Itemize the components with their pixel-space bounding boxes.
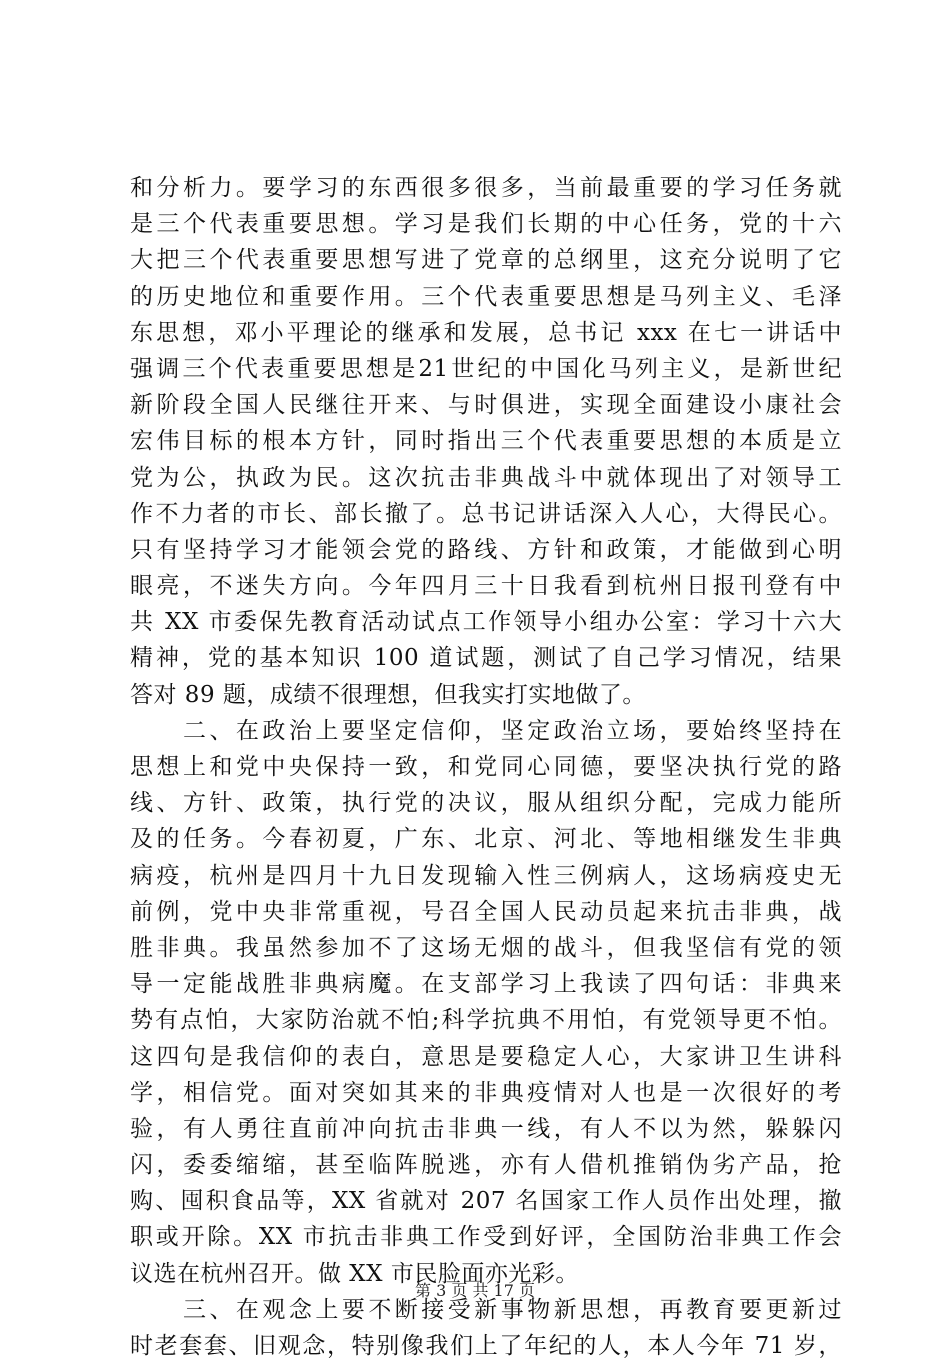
- text-line: 作不力者的市长、部长撤了。总书记讲话深入人心，大得民心。: [130, 500, 842, 527]
- text-line: 导一定能战胜非典病魔。在支部学习上我读了四句话：非典来: [130, 971, 842, 998]
- text-line: 购、囤积食品等，XX 省就对 207 名国家工作人员作出处理，撤: [130, 1188, 842, 1215]
- text-line: 是三个代表重要思想。学习是我们长期的中心任务，党的十六: [130, 211, 842, 238]
- text-line: 东思想，邓小平理论的继承和发展，总书记 xxx 在七一讲话中: [130, 319, 842, 346]
- text-line: 时老套套、旧观念，特别像我们上了年纪的人，本人今年 71 岁，: [130, 1333, 842, 1359]
- text-line: 验，有人勇往直前冲向抗击非典一线，有人不以为然，躲躲闪: [130, 1115, 842, 1142]
- text-line: 党为公，执政为民。这次抗击非典战斗中就体现出了对领导工: [130, 464, 842, 491]
- page-footer: 第 3 页 共 17 页: [415, 1281, 535, 1300]
- text-line: 线、方针、政策，执行党的决议，服从组织分配，完成力能所: [130, 790, 842, 817]
- text-line: 议选在杭州召开。做 XX 市民脸面亦光彩。: [130, 1260, 579, 1287]
- text-line: 只有坚持学习才能领会党的路线、方针和政策，才能做到心明: [130, 536, 842, 563]
- text-line: 病疫，杭州是四月十九日发现输入性三例病人，这场病疫史无: [130, 862, 842, 889]
- text-line: 二、在政治上要坚定信仰，坚定政治立场，要始终坚持在: [130, 717, 842, 744]
- text-line: 三、在观念上要不断接受新事物新思想，再教育要更新过: [130, 1296, 842, 1323]
- text-line: 学，相信党。面对突如其来的非典疫情对人也是一次很好的考: [130, 1079, 842, 1106]
- text-line: 宏伟目标的根本方针，同时指出三个代表重要思想的本质是立: [130, 428, 842, 455]
- text-line: 胜非典。我虽然参加不了这场无烟的战斗，但我坚信有党的领: [130, 934, 842, 961]
- text-line: 及的任务。今春初夏，广东、北京、河北、等地相继发生非典: [130, 826, 842, 853]
- text-line: 答对 89 题，成绩不很理想，但我实打实地做了。: [130, 681, 646, 708]
- text-line: 大把三个代表重要思想写进了党章的总纲里，这充分说明了它: [130, 247, 842, 274]
- text-line: 闪，委委缩缩，甚至临阵脱逃，亦有人借机推销伪劣产品，抢: [130, 1152, 842, 1179]
- text-line: 这四句是我信仰的表白，意思是要稳定人心，大家讲卫生讲科: [130, 1043, 842, 1070]
- text-line: 精神，党的基本知识 100 道试题，测试了自己学习情况，结果: [130, 645, 842, 672]
- text-line: 的历史地位和重要作用。三个代表重要思想是马列主义、毛泽: [130, 283, 842, 310]
- document-body: [130, 170, 842, 1364]
- text-line: 势有点怕，大家防治就不怕;科学抗典不用怕，有党领导更不怕。: [130, 1007, 842, 1034]
- text-line: 共 XX 市委保先教育活动试点工作领导小组办公室：学习十六大: [130, 609, 842, 636]
- text-line: 思想上和党中央保持一致，和党同心同德，要坚决执行党的路: [130, 754, 842, 780]
- text-line: 职或开除。XX 市抗击非典工作受到好评，全国防治非典工作会: [130, 1224, 842, 1251]
- text-line: 前例，党中央非常重视，号召全国人民动员起来抗击非典，战: [130, 898, 842, 925]
- text-line: 和分析力。要学习的东西很多很多，当前最重要的学习任务就: [130, 175, 842, 201]
- text-line: 强调三个代表重要思想是21世纪的中国化马列主义，是新世纪: [130, 355, 842, 382]
- text-line: 眼亮，不迷失方向。今年四月三十日我看到杭州日报刊登有中: [130, 573, 842, 600]
- text-line: 新阶段全国人民继往开来、与时俱进，实现全面建设小康社会: [130, 392, 842, 419]
